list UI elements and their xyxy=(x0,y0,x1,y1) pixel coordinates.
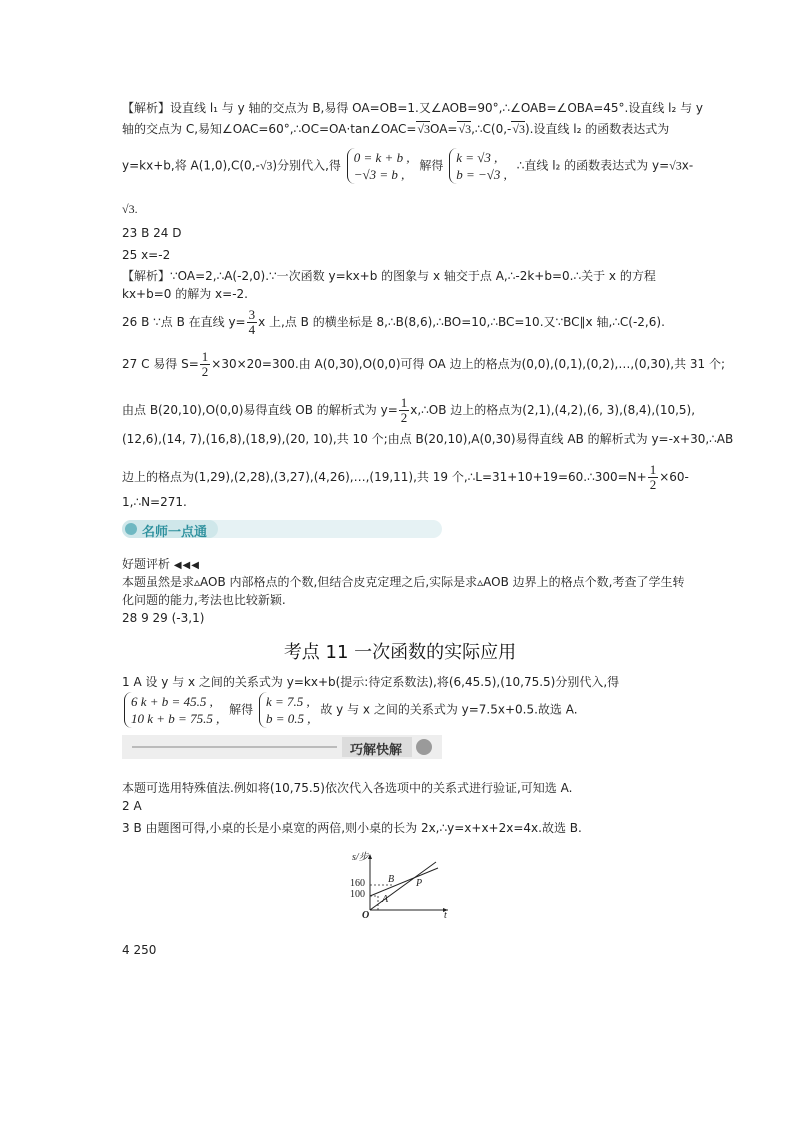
origin-label: O xyxy=(362,910,370,921)
equation-system-3: 6 k + b = 45.5 , 10 k + b = 75.5 , xyxy=(124,692,223,728)
section-title: 考点 11 一次函数的实际应用 xyxy=(283,642,517,663)
tick-100: 100 xyxy=(350,889,365,900)
review-line1: 本题虽然是求▵AOB 内部格点的个数,但结合皮克定理之后,实际是求▵AOB 边界上的格点个数,考查了学生转 xyxy=(122,575,685,589)
point-p-label: P xyxy=(416,878,423,889)
quick-solution-banner xyxy=(122,735,442,759)
quick-tip: 本题可选用特殊值法.例如将(10,75.5)依次代入各选项中的关系式进行验证,可知选 A. xyxy=(122,781,573,795)
banner2-title: 巧解快解 xyxy=(350,743,403,758)
x-axis-label: t xyxy=(444,910,447,921)
answer-27-line3: (12,6),(14, 7),(16,8),(18,9),(20, 10),共 10 个;由点 B(20,10),A(0,30)易得直线 AB 的解析式为 y=-x+30,∴AB xyxy=(122,432,734,446)
equation-system-2: k = √3 , b = −√3 , xyxy=(449,148,511,184)
point-b-label: B xyxy=(388,874,395,885)
answer-27-line2: 由点 B(20,10),O(0,0)易得直线 OB 的解析式为 y= $\frac{1}{2}$ x,∴OB 边上的格点为(2,1),(4,2),(6, 3),(8,4),(10,5), xyxy=(122,395,696,425)
analysis-22-line4: √3. xyxy=(122,202,138,216)
answer-28-29: 28 9 29 (-3,1) xyxy=(122,611,205,625)
analysis-22-line2: 轴的交点为 C,易知∠OAC=60°,∴OC=OA·tan∠OAC=√3OA=√3,∴C(0,-√3).设直线 l₂ 的函数表达式为 xyxy=(122,122,670,136)
answer-3: 3 B 由题图可得,小桌的长是小桌宽的两倍,则小桌的长为 2x,∴y=x+x+2x=4x.故选 B. xyxy=(122,821,582,835)
review-line2: 化问题的能力,考法也比较新颖. xyxy=(122,593,286,607)
analysis-25-line1: 【解析】∵OA=2,∴A(-2,0).∵一次函数 y=kx+b 的图象与 x 轴交于点 A,∴-2k+b=0.∴关于 x 的方程 xyxy=(122,269,656,283)
distance-time-graph xyxy=(348,848,458,924)
point-a-label: A xyxy=(382,894,389,905)
y-axis-label: s/步 xyxy=(352,852,369,863)
answer-1-line1: 1 A 设 y 与 x 之间的关系式为 y=kx+b(提示:待定系数法),将(6,45.5),(10,75.5)分别代入,得 xyxy=(122,675,620,689)
teacher-tip-banner xyxy=(122,518,442,540)
analysis-25-line2: kx+b=0 的解为 x=-2. xyxy=(122,287,248,301)
answer-27-line4: 边上的格点为(1,29),(2,28),(3,27),(4,26),…,(19,11),共 19 个,∴L=31+10+19=60.∴300=N+ $\frac{1}{2}$ ×60- xyxy=(122,462,689,492)
equation-system-1: 0 = k + b , −√3 = b , xyxy=(347,148,414,184)
tick-160: 160 xyxy=(350,878,365,889)
answer-27-line5: 1,∴N=271. xyxy=(122,495,187,509)
banner-title: 名师一点通 xyxy=(142,525,208,540)
answer-1-line2: 6 k + b = 45.5 , 10 k + b = 75.5 , 解得 k = 7.5 , b = 0.5 , 故 y 与 x 之间的关系式为 y=7.5x+0.5.故选 A. xyxy=(122,692,578,728)
answer-23-24: 23 B 24 D xyxy=(122,226,182,240)
answer-2: 2 A xyxy=(122,799,142,813)
analysis-22-line3: y=kx+b,将 A(1,0),C(0,-√3)分别代入,得 0 = k + b , −√3 = b , 解得 k = √3 , b = −√3 , ∴直线 l₂ 的函数表达式为 y=√3x- xyxy=(122,150,694,182)
answer-27-line1: 27 C 易得 S= $\frac{1}{2}$ ×30×20=300.由 A(0,30),O(0,0)可得 OA 边上的格点为(0,0),(0,1),(0,2),…,(0,30),共 31 个; xyxy=(122,349,726,379)
answer-26: 26 B ∵点 B 在直线 y= $\frac{3}{4}$ x 上,点 B 的横坐标是 8,∴B(8,6),∴BO=10,∴BC=10.又∵BC∥x 轴,∴C(-2,6). xyxy=(122,307,665,337)
analysis-22-line1: 【解析】设直线 l₁ 与 y 轴的交点为 B,易得 OA=OB=1.又∠AOB=90°,∴∠OAB=∠OBA=45°.设直线 l₂ 与 y xyxy=(122,101,704,115)
triangle-arrows-icon: ◀◀◀ xyxy=(173,560,200,571)
answer-25: 25 x=-2 xyxy=(122,248,171,262)
equation-system-4: k = 7.5 , b = 0.5 , xyxy=(259,692,315,728)
answer-4: 4 250 xyxy=(122,943,157,957)
review-heading: 好题评析 ◀◀◀ xyxy=(122,557,200,571)
